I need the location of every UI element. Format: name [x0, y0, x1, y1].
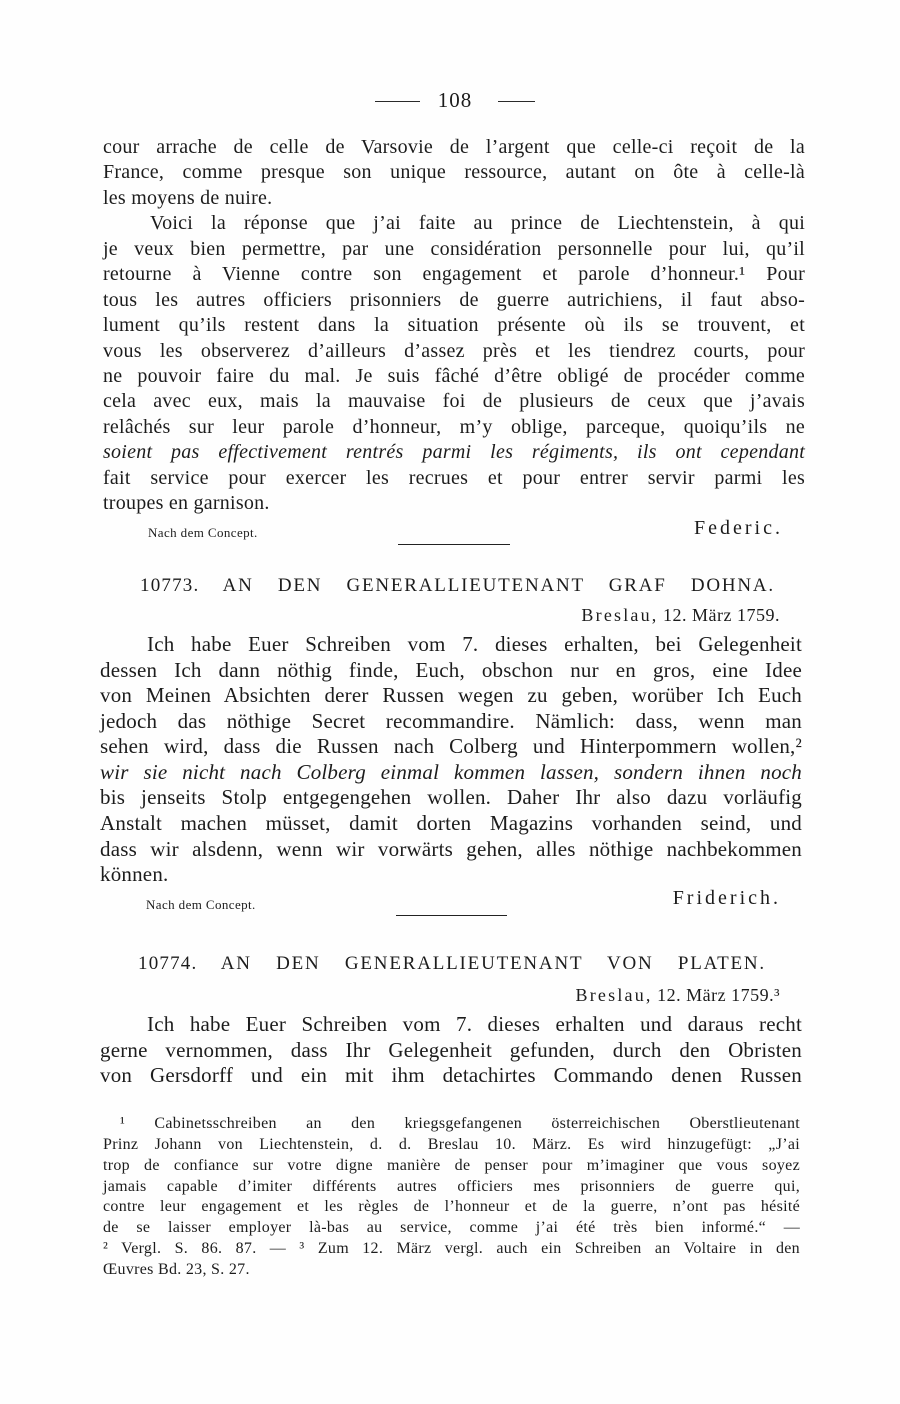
- footnote-line: de se laisser employer là-bas au service, comme j’ai été très bien informé.“ —: [103, 1219, 800, 1237]
- text-line: dass wir alsdenn, wenn wir vorwärts gehen, alles nöthige nachbekommen: [100, 836, 802, 861]
- letter-title: AN DEN GENERALLIEUTENANT VON PLATEN.: [220, 953, 766, 974]
- page-number: 108: [437, 88, 473, 112]
- source-note: Nach dem Concept.: [148, 525, 258, 540]
- header-dash-left: [375, 101, 420, 102]
- signature: Federic.: [694, 517, 783, 539]
- text-line: dessen Ich dann nöthig finde, Euch, obschon nur en gros, eine Idee: [100, 657, 802, 682]
- text-line: retourne à Vienne contre son engagement et parole d’honneur.¹ Pour: [103, 263, 805, 286]
- text-line: können.: [100, 862, 169, 887]
- letter-number: 10773.: [140, 575, 200, 596]
- text-line: von Gersdorff und ein mit ihm detachirtes Commando denen Russen: [100, 1063, 802, 1087]
- letter-place: Breslau,: [575, 985, 653, 1005]
- continuation-text: [103, 135, 805, 517]
- text-line: Ich habe Euer Schreiben vom 7. dieses erhalten und daraus recht: [147, 1012, 802, 1036]
- text-line: Voici la réponse que j’ai faite au prince de Liechtenstein, à qui: [150, 212, 805, 235]
- text-line: troupes en garnison.: [103, 492, 270, 515]
- text-line: ne pouvoir faire du mal. Je suis fâché d’être obligé de procéder comme: [103, 364, 805, 387]
- text-line: tous les autres officiers prisonniers de guerre autrichiens, il faut abso-: [103, 288, 805, 311]
- text-line: bis jenseits Stolp entgegengehen wollen. Daher Ihr also dazu vorläufig: [100, 785, 802, 810]
- footnote-line: ¹ Cabinetsschreiben an den kriegsgefangenen österreichischen Oberstlieutenant: [120, 1115, 800, 1132]
- text-line: gerne vernommen, dass Ihr Gelegenheit gefunden, durch den Obristen: [100, 1037, 802, 1062]
- text-line: fait service pour exercer les recrues et pour entrer servir parmi les: [103, 466, 805, 489]
- footnote-line: trop de confiance sur votre digne manière de penser pour m’imaginer que vous soyez: [103, 1156, 800, 1174]
- footnotes: [103, 1114, 800, 1281]
- footnote-line: Œuvres Bd. 23, S. 27.: [103, 1261, 250, 1279]
- letter-dateline: [576, 983, 780, 1007]
- footnote-line: jamais capable d’imiter différents autres officiers mes prisonniers de guerre qui,: [103, 1177, 800, 1195]
- letter-date: 12. März 1759.: [663, 605, 780, 625]
- letter-title: AN DEN GENERALLIEUTENANT GRAF DOHNA.: [222, 575, 775, 596]
- source-note: Nach dem Concept.: [146, 897, 256, 912]
- signature: Friderich.: [672, 887, 781, 909]
- text-line: lument qu’ils restent dans la situation présente où ils se trouvent, et: [103, 314, 805, 337]
- text-line: je veux bien permettre, par une considération personnelle pour lui, qu’il: [103, 237, 805, 260]
- letter-date: 12. März 1759.³: [657, 985, 780, 1005]
- footnote-line: ² Vergl. S. 86. 87. — ³ Zum 12. März vergl. auch ein Schreiben an Voltaire in den: [103, 1240, 800, 1258]
- section-rule: [398, 544, 510, 545]
- footnote-line: Prinz Johann von Liechtenstein, d. d. Breslau 10. März. Es wird hinzugefügt: „J’ai: [103, 1135, 800, 1153]
- text-line: cour arrache de celle de Varsovie de l’argent que celle-ci reçoit de la: [103, 136, 805, 158]
- section-rule: [396, 915, 507, 916]
- text-line: soient pas effectivement rentrés parmi les régiments, ils ont cependant: [103, 441, 805, 464]
- text-line: Anstalt machen müsset, damit dorten Magazins vorhanden seind, und: [100, 810, 802, 835]
- text-line: von Meinen Absichten derer Russen wegen zu geben, worüber Ich Euch: [100, 683, 802, 708]
- text-line: cela avec eux, mais la mauvaise foi de plusieurs de ceux que j’avais: [103, 390, 805, 413]
- footnote-line: contre leur engagement et les règles de l’honneur et de la guerre, n’ont pas hésité: [103, 1198, 800, 1216]
- letter-dateline: [581, 603, 780, 627]
- text-line: sehen wird, dass die Russen nach Colberg und Hinterpommern wollen,²: [100, 734, 802, 759]
- text-line: wir sie nicht nach Colberg einmal kommen lassen, sondern ihnen noch: [100, 759, 802, 784]
- text-line: vous les observerez d’ailleurs d’assez près et les tiendrez courts, pour: [103, 339, 805, 362]
- text-line: jedoch das nöthige Secret recommandire. Nämlich: dass, wenn man: [100, 708, 802, 733]
- letter-heading: [138, 952, 766, 976]
- text-line: France, comme presque son unique ressource, autant on ôte à celle-là: [103, 161, 805, 184]
- letter-body: [100, 632, 802, 888]
- header-dash-right: [498, 101, 535, 102]
- text-line: Ich habe Euer Schreiben vom 7. dieses erhalten, bei Gelegenheit: [147, 632, 802, 656]
- letter-number: 10774.: [138, 953, 198, 974]
- letter-place: Breslau,: [581, 605, 659, 625]
- letter-heading: [140, 574, 775, 598]
- text-line: relâchés sur leur parole d’honneur, m’y oblige, parceque, quoiqu’ils ne: [103, 415, 805, 438]
- letter-body: [100, 1012, 802, 1089]
- text-line: les moyens de nuire.: [103, 186, 273, 209]
